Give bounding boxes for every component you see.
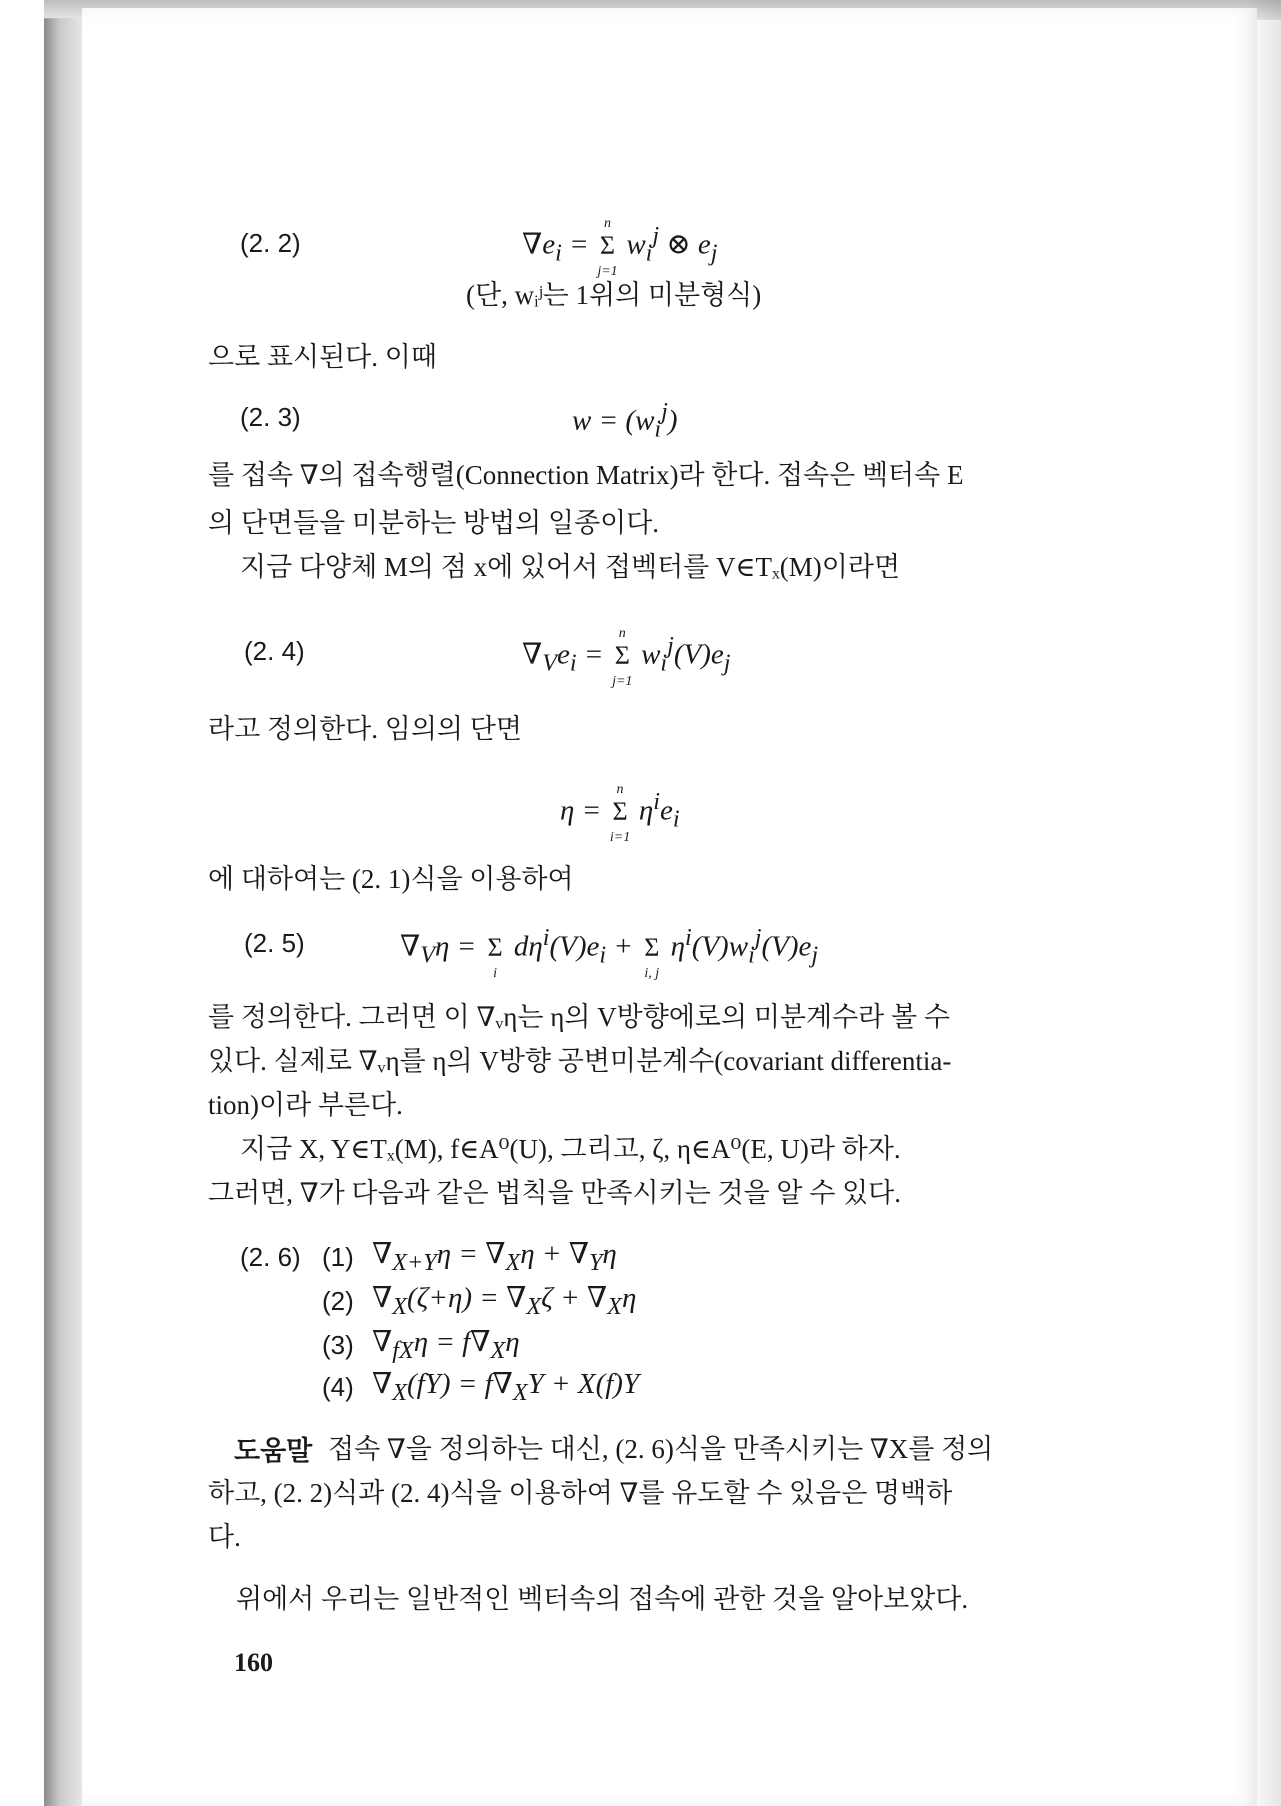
paragraph-text: tion)이라 부른다.	[208, 1090, 403, 1120]
equation-number: (2. 2)	[240, 228, 301, 258]
page-shadow	[1247, 0, 1281, 1806]
paragraph-text: 를 접속 ∇의 접속행렬(Connection Matrix)라 한다. 접속은 벡터속 E	[208, 460, 964, 490]
help-text: 하고, (2. 2)식과 (2. 4)식을 이용하여 ∇를 유도할 수 있음은 명백하	[208, 1478, 953, 1508]
equation-item-formula: $\nabla_{X+Y}\eta = \nabla_X\eta + \nabla_Y\eta$	[372, 1238, 617, 1276]
paragraph-text: 에 대하여는 (2. 1)식을 이용하여	[208, 864, 574, 894]
paragraph-text: 라고 정의한다. 임의의 단면	[208, 714, 522, 744]
paragraph-text: 으로 표시된다. 이때	[208, 342, 437, 372]
page-number: 160	[234, 1648, 273, 1677]
equation-eta: η = Σ n i=1 $\eta^ie_i$	[560, 781, 680, 845]
equation-number: (2. 4)	[244, 636, 305, 666]
equation-item-formula: $\nabla_X(fY) = f\nabla_XY + X(f)Y$	[372, 1368, 640, 1406]
help-label: 도움말	[234, 1436, 313, 1466]
equation-note: (단, wᵢʲ는 1위의 미분형식)	[466, 280, 762, 310]
paragraph-text: 위에서 우리는 일반적인 벡터속의 접속에 관한 것을 알아보았다.	[236, 1584, 969, 1614]
paragraph-text: 를 정의한다. 그러면 이 ∇ᵥη는 η의 V방향에로의 미분계수라 볼 수	[208, 1002, 950, 1032]
equation-number: (2. 3)	[240, 402, 301, 432]
equation-item-label: (3)	[322, 1330, 354, 1360]
equation-2-2: $\nabla e_i = \Sigma$ n j=1 $w_i^j$ ⊗ $e_j$	[522, 215, 718, 279]
paragraph-text: 의 단면들을 미분하는 방법의 일종이다.	[208, 508, 660, 538]
help-text: 접속 ∇을 정의하는 대신, (2. 6)식을 만족시키는 ∇X를 정의	[328, 1434, 994, 1464]
equation-item-formula: $\nabla_{fX}\eta = f\nabla_X\eta$	[372, 1326, 520, 1364]
equation-item-label: (1)	[322, 1242, 354, 1272]
equation-2-5: $\nabla_V\eta = \Sigma$ i $d\eta^i(V)e_i + \Sigma$ i, j $\eta^i(V)w_i^j(V)e_j$	[400, 924, 819, 981]
paragraph-text: 지금 다양체 M의 점 x에 있어서 접벡터를 V∈Tₓ(M)이라면	[240, 552, 901, 582]
equation-2-3: $w = (w_i^j)$	[572, 398, 678, 443]
help-text: 다.	[208, 1522, 241, 1552]
equation-item-formula: $\nabla_X(\zeta+\eta) = \nabla_X\zeta + \nabla_X\eta$	[372, 1282, 637, 1320]
equation-number: (2. 5)	[244, 928, 305, 958]
equation-item-label: (2)	[322, 1286, 354, 1316]
equation-item-label: (4)	[322, 1372, 354, 1402]
equation-2-4: $\nabla_Ve_i = \Sigma$ n j=1 $w_i^j(V)e_j$	[522, 625, 731, 689]
equation-number: (2. 6)	[240, 1242, 301, 1272]
paragraph-text: 지금 X, Y∈Tₓ(M), f∈A⁰(U), 그리고, ζ, η∈A⁰(E, U)라 하자.	[240, 1134, 901, 1164]
paragraph-text: 있다. 실제로 ∇ᵥη를 η의 V방향 공변미분계수(covariant differentia-	[208, 1046, 952, 1076]
book-spine-edge	[44, 18, 82, 1806]
paragraph-text: 그러면, ∇가 다음과 같은 법칙을 만족시키는 것을 알 수 있다.	[208, 1178, 901, 1208]
book-page	[82, 8, 1257, 1806]
